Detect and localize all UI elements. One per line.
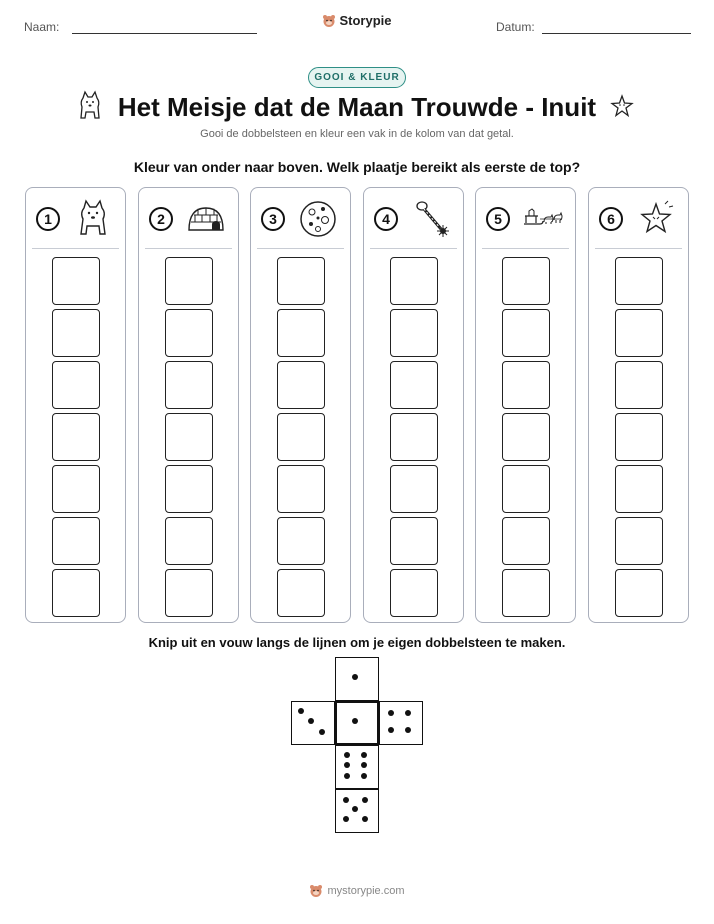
die-pip — [388, 727, 394, 733]
color-cell[interactable] — [502, 257, 550, 305]
color-cell[interactable] — [615, 413, 663, 461]
name-label: Naam: — [24, 20, 60, 34]
harpoon-rope-icon — [410, 198, 452, 240]
die-face-3 — [291, 701, 335, 745]
page-title: Het Meisje dat de Maan Trouwde - Inuit — [117, 92, 597, 122]
color-cell[interactable] — [52, 569, 100, 617]
color-cell[interactable] — [277, 361, 325, 409]
dice-column-4 — [363, 187, 464, 623]
color-cell[interactable] — [52, 465, 100, 513]
column-number: 4 — [374, 207, 398, 231]
color-cell[interactable] — [615, 361, 663, 409]
color-cell[interactable] — [615, 569, 663, 617]
column-number: 5 — [486, 207, 510, 231]
name-line[interactable] — [72, 33, 257, 34]
color-cell[interactable] — [165, 413, 213, 461]
brand — [0, 13, 714, 31]
color-cell[interactable] — [615, 465, 663, 513]
color-cell[interactable] — [502, 413, 550, 461]
color-cell[interactable] — [277, 569, 325, 617]
die-pip — [343, 797, 349, 803]
color-cell[interactable] — [615, 309, 663, 357]
die-face-1 — [335, 701, 379, 745]
color-cell[interactable] — [615, 257, 663, 305]
dice-column-6 — [588, 187, 689, 623]
color-cell[interactable] — [390, 517, 438, 565]
color-cell[interactable] — [52, 413, 100, 461]
color-cell[interactable] — [52, 517, 100, 565]
color-cell[interactable] — [277, 309, 325, 357]
die-pip — [352, 718, 358, 724]
footer — [0, 884, 714, 901]
column-number: 6 — [599, 207, 623, 231]
activity-badge: GOOI & KLEUR — [308, 67, 406, 88]
dice-column-5 — [475, 187, 576, 623]
column-header — [145, 198, 232, 249]
color-cell[interactable] — [165, 569, 213, 617]
color-cell[interactable] — [165, 309, 213, 357]
color-cell[interactable] — [502, 517, 550, 565]
die-pip — [352, 806, 358, 812]
color-cell[interactable] — [165, 257, 213, 305]
die-face-6 — [335, 745, 379, 789]
die-pip — [344, 762, 350, 768]
color-cell[interactable] — [52, 361, 100, 409]
footer-url: mystorypie.com — [327, 885, 405, 897]
column-header — [482, 198, 569, 249]
color-cell[interactable] — [277, 517, 325, 565]
column-number: 1 — [36, 207, 60, 231]
storypie-logo-icon — [322, 14, 336, 28]
die-pip — [352, 674, 358, 680]
column-header — [370, 198, 457, 249]
column-number: 3 — [261, 207, 285, 231]
color-cell[interactable] — [390, 413, 438, 461]
color-cell[interactable] — [390, 257, 438, 305]
dice-column-3 — [250, 187, 351, 623]
date-line[interactable] — [542, 33, 691, 34]
igloo-icon — [185, 198, 227, 240]
color-cell[interactable] — [165, 517, 213, 565]
color-cell[interactable] — [165, 465, 213, 513]
color-cell[interactable] — [502, 361, 550, 409]
column-header — [32, 198, 119, 249]
instruction: Kleur van onder naar boven. Welk plaatje bereikt als eerste de top? — [133, 159, 581, 175]
column-number: 2 — [149, 207, 173, 231]
die-face-1 — [335, 657, 379, 701]
storypie-logo-icon — [309, 884, 323, 898]
die-pip — [344, 752, 350, 758]
star-icon — [635, 198, 677, 240]
subtitle: Gooi de dobbelsteen en kleur een vak in de kolom van dat getal. — [200, 128, 514, 140]
husky-dog-icon — [72, 198, 114, 240]
die-pip — [298, 708, 304, 714]
die-pip — [362, 816, 368, 822]
color-cell[interactable] — [502, 309, 550, 357]
color-cell[interactable] — [390, 361, 438, 409]
die-pip — [361, 773, 367, 779]
color-cell[interactable] — [165, 361, 213, 409]
color-cell[interactable] — [390, 569, 438, 617]
color-cell[interactable] — [502, 569, 550, 617]
die-pip — [343, 816, 349, 822]
column-header — [595, 198, 682, 249]
date-label: Datum: — [496, 20, 535, 34]
dice-column-2 — [138, 187, 239, 623]
color-cell[interactable] — [277, 413, 325, 461]
die-pip — [405, 710, 411, 716]
die-pip — [308, 718, 314, 724]
die-pip — [361, 752, 367, 758]
die-pip — [388, 710, 394, 716]
color-cell[interactable] — [502, 465, 550, 513]
color-cell[interactable] — [277, 257, 325, 305]
die-pip — [362, 797, 368, 803]
cut-instruction: Knip uit en vouw langs de lijnen om je eigen dobbelsteen te maken. — [148, 635, 566, 650]
star-icon — [610, 94, 634, 118]
die-pip — [361, 762, 367, 768]
dice-column-1 — [25, 187, 126, 623]
die-pip — [344, 773, 350, 779]
color-cell[interactable] — [390, 309, 438, 357]
color-cell[interactable] — [390, 465, 438, 513]
die-face-4 — [379, 701, 423, 745]
column-header — [257, 198, 344, 249]
die-pip — [319, 729, 325, 735]
dog-sled-icon — [522, 198, 564, 240]
die-face-5 — [335, 789, 379, 833]
color-cell[interactable] — [277, 465, 325, 513]
moon-icon — [297, 198, 339, 240]
color-cell[interactable] — [52, 309, 100, 357]
brand-name: Storypie — [339, 13, 392, 28]
die-pip — [405, 727, 411, 733]
color-cell[interactable] — [52, 257, 100, 305]
color-cell[interactable] — [615, 517, 663, 565]
